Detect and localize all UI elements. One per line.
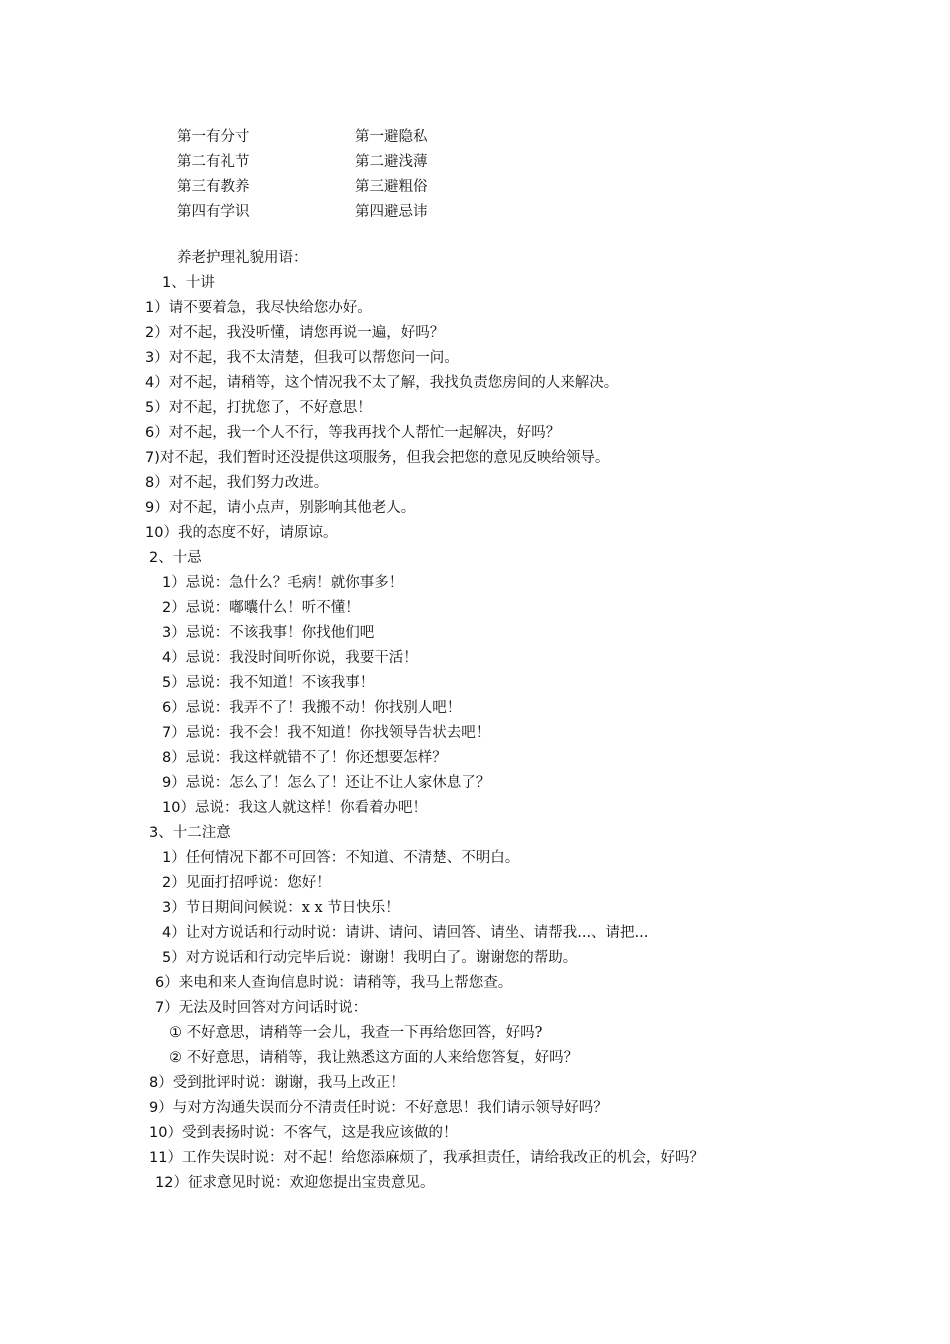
list-item — [169, 1021, 542, 1046]
section-title: 3、十二注意 — [149, 825, 231, 841]
item-text: 受到批评时说：谢谢，我马上改正！ — [172, 1075, 405, 1091]
item-number: 8） — [149, 1075, 173, 1091]
list-item — [162, 946, 577, 971]
item-number: 5） — [145, 400, 169, 416]
item-text: 忌说：嘟囔什么！听不懂！ — [185, 600, 360, 616]
list-item — [162, 746, 447, 771]
item-text: 忌说：怎么了！怎么了！还让不让人家休息了？ — [185, 775, 491, 791]
item-number: 1） — [145, 300, 169, 316]
item-number: 8） — [162, 750, 186, 766]
list-item — [145, 521, 337, 546]
principle-left: 第一有分寸 — [177, 129, 250, 145]
item-text: 对不起，我一个人不行，等我再找个人帮忙一起解决，好吗？ — [168, 425, 561, 441]
item-number: 3） — [162, 900, 186, 916]
item-text: 对不起，我不太清楚，但我可以帮您问一问。 — [168, 350, 459, 366]
item-number: 10） — [149, 1125, 182, 1141]
list-item — [162, 896, 400, 921]
list-item — [145, 346, 459, 371]
item-text: 任何情况下都不可回答：不知道、不清楚、不明白。 — [185, 850, 520, 866]
item-text: 不好意思，请稍等，我让熟悉这方面的人来给您答复，好吗？ — [182, 1050, 579, 1066]
item-text: 忌说：我不会！我不知道！你找领导告状去吧！ — [185, 725, 491, 741]
item-text: 忌说：我弄不了！我搬不动！你找别人吧！ — [185, 700, 462, 716]
item-text: 我的态度不好，请原谅。 — [177, 525, 338, 541]
item-number: ① — [169, 1025, 182, 1041]
list-item — [149, 1121, 457, 1146]
item-number: 2） — [145, 325, 169, 341]
item-number: 5） — [162, 675, 186, 691]
list-item — [149, 1071, 405, 1096]
principle-row — [177, 125, 577, 150]
list-item — [169, 1046, 578, 1071]
item-text: 来电和来人查询信息时说：请稍等，我马上帮您查。 — [178, 975, 513, 991]
list-item — [162, 571, 403, 596]
item-number: 7） — [155, 1000, 179, 1016]
item-number: 6） — [145, 425, 169, 441]
list-item — [145, 371, 618, 396]
item-text: 请不要着急，我尽快给您办好。 — [168, 300, 372, 316]
principle-left: 第四有学识 — [177, 204, 250, 220]
item-text: 忌说：不该我事！你找他们吧 — [185, 625, 375, 641]
item-text: 对不起，我没听懂，请您再说一遍，好吗？ — [168, 325, 445, 341]
item-number: 6） — [162, 700, 186, 716]
list-item — [145, 296, 372, 321]
item-number: 7） — [162, 725, 186, 741]
item-text: 工作失误时说：对不起！给您添麻烦了，我承担责任，请给我改正的机会，好吗？ — [181, 1150, 704, 1166]
list-item — [162, 621, 374, 646]
item-text: 忌说：我这样就错不了！你还想要怎样？ — [185, 750, 447, 766]
list-item — [145, 321, 444, 346]
list-item — [162, 596, 360, 621]
principle-row — [177, 175, 577, 200]
list-item — [155, 996, 367, 1021]
item-number: 4） — [145, 375, 169, 391]
item-number: 9） — [162, 775, 186, 791]
item-text: 无法及时回答对方问话时说： — [178, 1000, 368, 1016]
list-item — [162, 846, 519, 871]
item-number: 3） — [162, 625, 186, 641]
document-heading: 养老护理礼貌用语： — [177, 250, 308, 266]
section-title: 1、十讲 — [162, 275, 215, 291]
list-item — [145, 471, 328, 496]
list-item — [162, 771, 490, 796]
list-item — [145, 496, 415, 521]
item-text: 见面打招呼说：您好！ — [185, 875, 331, 891]
item-number: 9） — [145, 500, 169, 516]
list-item — [155, 971, 512, 996]
list-item — [149, 1096, 608, 1121]
list-item — [155, 1171, 434, 1196]
item-text: 与对方沟通失误而分不清责任时说：不好意思！我们请示领导好吗？ — [172, 1100, 608, 1116]
item-text: 受到表扬时说：不客气，这是我应该做的！ — [181, 1125, 458, 1141]
item-text: 忌说：急什么？毛病！就你事多！ — [185, 575, 404, 591]
list-item — [162, 921, 648, 946]
item-text: 忌说：我不知道！不该我事！ — [185, 675, 375, 691]
item-text: 对不起，请稍等，这个情况我不太了解，我找负责您房间的人来解决。 — [168, 375, 619, 391]
section-title: 2、十忌 — [149, 550, 202, 566]
item-text: 忌说：我没时间听你说，我要干活！ — [185, 650, 418, 666]
list-item — [162, 721, 490, 746]
item-text: 征求意见时说：欢迎您提出宝贵意见。 — [187, 1175, 435, 1191]
item-number: 4） — [162, 925, 186, 941]
item-text: 对不起，打扰您了，不好意思！ — [168, 400, 372, 416]
item-number: 2） — [162, 600, 186, 616]
item-number: 9） — [149, 1100, 173, 1116]
item-number: 1） — [162, 575, 186, 591]
item-text: 让对方说话和行动时说：请讲、请问、请回答、请坐、请帮我...、请把... — [185, 925, 649, 941]
list-item — [162, 796, 427, 821]
item-text: 忌说：我这人就这样！你看着办吧！ — [194, 800, 427, 816]
item-text: 不好意思，请稍等一会儿，我查一下再给您回答，好吗? — [182, 1025, 543, 1041]
item-text: 对不起，我们努力改进。 — [168, 475, 329, 491]
item-number: 5） — [162, 950, 186, 966]
list-item — [145, 396, 372, 421]
item-number: ② — [169, 1050, 182, 1066]
list-item — [145, 421, 560, 446]
principle-left: 第三有教养 — [177, 179, 250, 195]
list-item — [162, 696, 461, 721]
list-item — [162, 871, 331, 896]
item-number: 6） — [155, 975, 179, 991]
principle-row — [177, 150, 577, 175]
item-number: 2） — [162, 875, 186, 891]
principle-right: 第二避浅薄 — [355, 154, 428, 170]
principle-right: 第四避忌讳 — [355, 204, 428, 220]
item-number: 10） — [145, 525, 178, 541]
item-text: 对不起，我们暂时还没提供这项服务，但我会把您的意见反映给领导。 — [159, 450, 610, 466]
item-text: 节日期间问候说：x x 节日快乐！ — [185, 900, 400, 916]
item-text: 对不起，请小点声，别影响其他老人。 — [168, 500, 416, 516]
item-number: 3） — [145, 350, 169, 366]
principle-right: 第三避粗俗 — [355, 179, 428, 195]
item-number: 11） — [149, 1150, 182, 1166]
item-number: 8） — [145, 475, 169, 491]
list-item — [162, 671, 374, 696]
item-text: 对方说话和行动完毕后说：谢谢！我明白了。谢谢您的帮助。 — [185, 950, 578, 966]
item-number: 4） — [162, 650, 186, 666]
list-item — [145, 446, 609, 471]
list-item — [149, 1146, 704, 1171]
item-number: 10） — [162, 800, 195, 816]
principle-left: 第二有礼节 — [177, 154, 250, 170]
item-number: 12） — [155, 1175, 188, 1191]
item-number: 1） — [162, 850, 186, 866]
list-item — [162, 646, 418, 671]
item-number: 7) — [145, 450, 160, 466]
principle-row — [177, 200, 577, 225]
principle-right: 第一避隐私 — [355, 129, 428, 145]
